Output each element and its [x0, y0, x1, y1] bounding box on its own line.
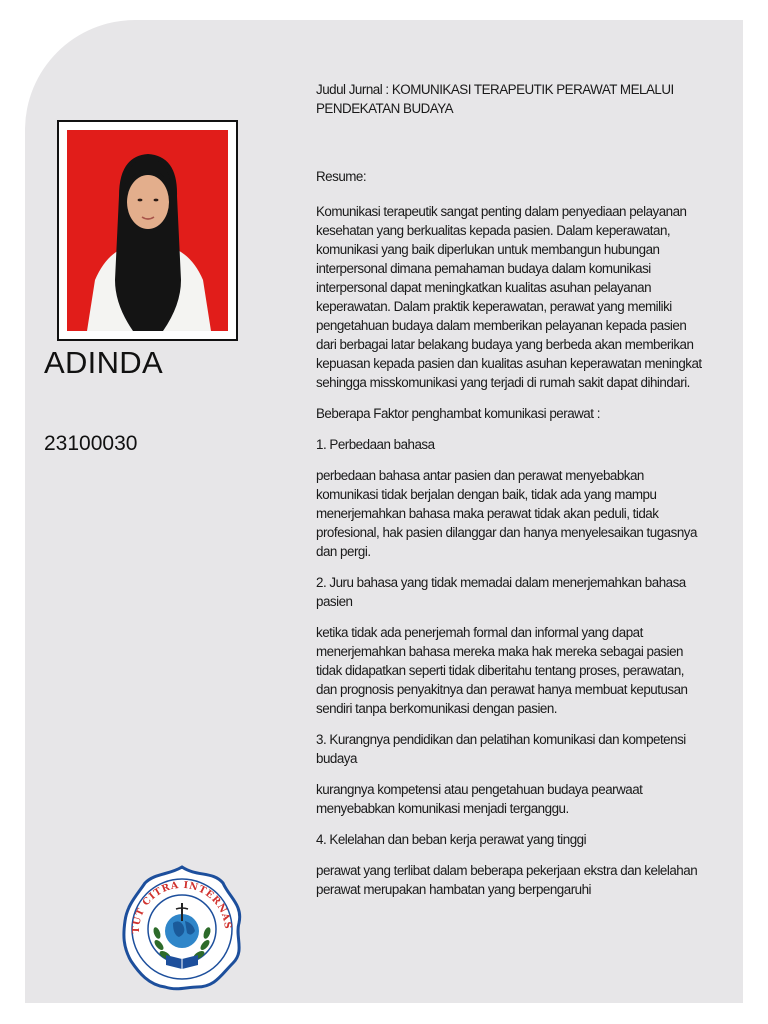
profile-photo-frame — [57, 120, 238, 341]
factors-heading: Beberapa Faktor penghambat komunikasi perawat : — [316, 406, 600, 421]
svg-text:INSTITUT CITRA INTERNASIONAL: TUT CITRA INTERNAS — [130, 879, 234, 934]
factor-2-heading: 2. Juru bahasa yang tidak memadai dalam menerjemahkan bahasa pasien — [316, 575, 686, 609]
profile-name: ADINDA — [44, 345, 163, 380]
factor-3-heading: 3. Kurangnya pendidikan dan pelatihan komunikasi dan kompetensi budaya — [316, 732, 686, 766]
factor-4-paragraph: perawat yang terlibat dalam beberapa pekerjaan ekstra dan kelelahan perawat merupakan hambatan yang berpengaruhi — [316, 863, 698, 897]
institution-seal-icon — [117, 863, 247, 993]
factor-2-paragraph: ketika tidak ada penerjemah formal dan informal yang dapat menerjemahkan bahasa mereka maka hak mereka sebagai pasien tidak didapatkan seperti tidak diberitahu tentang proses, perawatan, dan prognosis penyakitnya dan perawat hanya membuat keputusan sendiri tanpa berkomunikasi dengan pasien. — [316, 625, 688, 716]
factor-3-paragraph: kurangnya kompetensi atau pengetahuan budaya pearwaat menyebabkan komunikasi menjadi terganggu. — [316, 782, 643, 816]
profile-photo — [67, 130, 228, 331]
person-portrait-icon — [67, 130, 228, 331]
student-id: 23100030 — [44, 432, 138, 455]
journal-content — [316, 80, 708, 911]
institution-logo — [117, 863, 247, 993]
resume-heading: Resume: — [316, 169, 367, 184]
factor-1-paragraph: perbedaan bahasa antar pasien dan perawat menyebabkan komunikasi tidak berjalan dengan baik, tidak ada yang mampu menerjemahkan bahasa maka perawat tidak akan peduli, tidak profesional, hak pasien dilanggar dan hanya menyelesaikan tugasnya dan pergi. — [316, 468, 697, 559]
factor-4-heading: 4. Kelelahan dan beban kerja perawat yang tinggi — [316, 832, 587, 847]
factor-1-heading: 1. Perbedaan bahasa — [316, 437, 435, 452]
resume-paragraph: Komunikasi terapeutik sangat penting dalam penyediaan pelayanan kesehatan yang berkualitas kepada pasien. Dalam keperawatan, komunikasi yang baik diperlukan untuk membangun hubungan interpersonal dimana pemahaman budaya dalam komunikasi interpersonal dapat meningkatkan kualitas asuhan pelayanan keperawatan. Dalam praktik keperawatan, perawat yang memiliki pengetahuan budaya dalam memberikan pelayanan kepada pasien dari berbagai latar belakang budaya yang berbeda akan memberikan kepuasan kepada pasien dan kualitas asuhan keperawatan meningkat sehingga misskomunikasi yang terjadi di rumah sakit dapat dihindari. — [316, 204, 702, 390]
journal-title: Judul Jurnal : KOMUNIKASI TERAPEUTIK PERAWAT MELALUI PENDEKATAN BUDAYA — [316, 82, 674, 116]
